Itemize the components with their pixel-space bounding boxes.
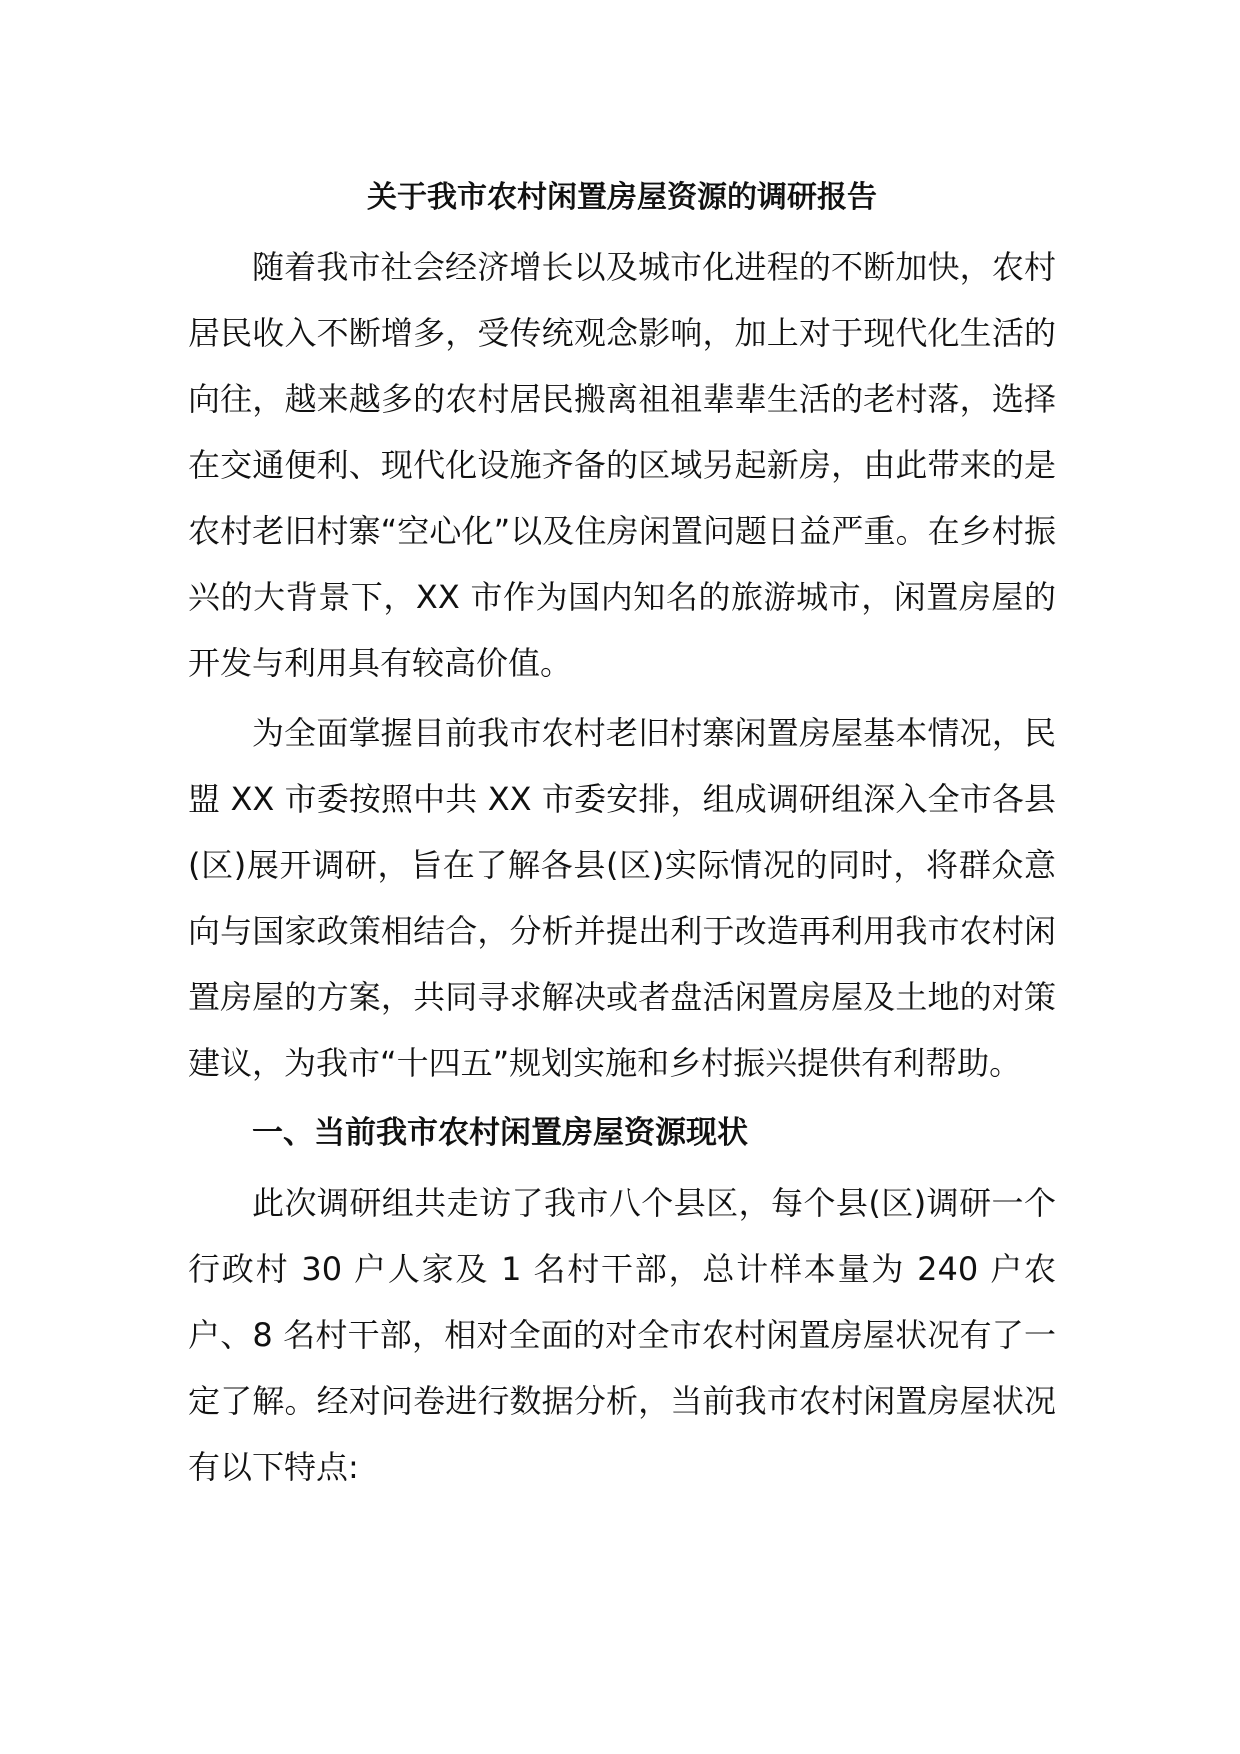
section-1-paragraph: 此次调研组共走访了我市八个县区，每个县(区)调研一个行政村 30 户人家及 1 名村干部，总计样本量为 240 户农户、8 名村干部，相对全面的对全市农村闲置房屋状况有了一定了解。经对问卷进行数据分析，当前我市农村闲置房屋状况有以下特点:	[188, 1184, 1056, 1486]
section-heading-1: 一、当前我市农村闲置房屋资源现状	[252, 1115, 748, 1151]
document-page	[188, 178, 1056, 1504]
document-title: 关于我市农村闲置房屋资源的调研报告	[367, 180, 877, 215]
intro-paragraph-2: 为全面掌握目前我市农村老旧村寨闲置房屋基本情况，民盟 XX 市委按照中共 XX 市委安排，组成调研组深入全市各县(区)展开调研，旨在了解各县(区)实际情况的同时，将群众意向与国家政策相结合，分析并提出利于改造再利用我市农村闲置房屋的方案，共同寻求解决或者盘活闲置房屋及土地的对策建议，为我市“十四五”规划实施和乡村振兴提供有利帮助。	[188, 714, 1056, 1082]
intro-paragraph-1: 随着我市社会经济增长以及城市化进程的不断加快，农村居民收入不断增多，受传统观念影响，加上对于现代化生活的向往，越来越多的农村居民搬离祖祖辈辈生活的老村落，选择在交通便利、现代化设施齐备的区域另起新房，由此带来的是农村老旧村寨“空心化”以及住房闲置问题日益严重。在乡村振兴的大背景下，XX 市作为国内知名的旅游城市，闲置房屋的开发与利用具有较高价值。	[188, 248, 1056, 682]
